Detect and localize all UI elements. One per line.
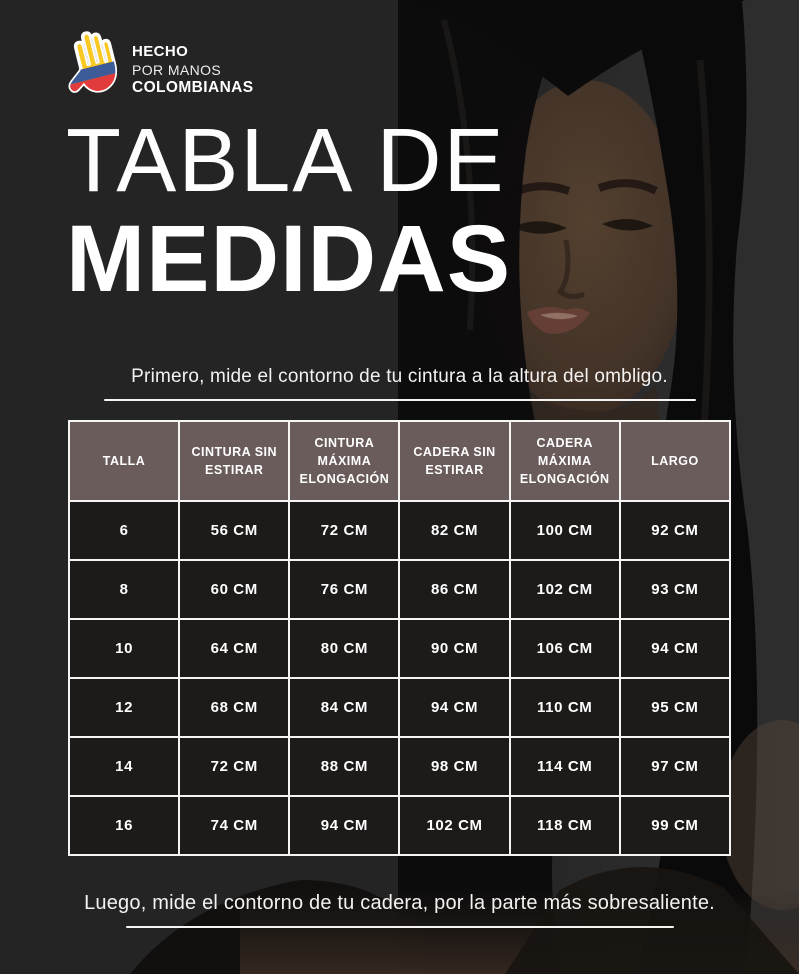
title-line2: MEDIDAS — [66, 206, 512, 312]
column-header: CADERA MÁXIMA ELONGACIÓN — [510, 421, 620, 501]
measure-cell: 92 CM — [620, 501, 730, 560]
brand-wordmark — [132, 33, 254, 97]
measure-cell: 56 CM — [179, 501, 289, 560]
instruction-top — [0, 366, 799, 401]
size-cell: 8 — [69, 560, 179, 619]
column-header: CADERA SIN ESTIRAR — [399, 421, 509, 501]
measure-cell: 90 CM — [399, 619, 509, 678]
measure-cell: 80 CM — [289, 619, 399, 678]
instruction-bottom — [0, 892, 799, 928]
divider-line-top — [104, 399, 696, 401]
table-row — [69, 796, 730, 855]
measure-cell: 95 CM — [620, 678, 730, 737]
brand-line3: COLOMBIANAS — [132, 78, 254, 96]
measure-cell: 60 CM — [179, 560, 289, 619]
table-row — [69, 678, 730, 737]
size-cell: 10 — [69, 619, 179, 678]
page-title — [66, 111, 512, 312]
size-cell: 6 — [69, 501, 179, 560]
brand-hand-icon — [64, 30, 121, 101]
table-row — [69, 560, 730, 619]
size-table-head — [69, 421, 730, 501]
divider-line-bottom — [126, 926, 674, 928]
measure-cell: 94 CM — [289, 796, 399, 855]
measure-cell: 94 CM — [620, 619, 730, 678]
table-row — [69, 501, 730, 560]
column-header: TALLA — [69, 421, 179, 501]
measure-cell: 64 CM — [179, 619, 289, 678]
size-cell: 16 — [69, 796, 179, 855]
brand-line1: HECHO — [132, 43, 189, 61]
column-header: CINTURA MÁXIMA ELONGACIÓN — [289, 421, 399, 501]
measure-cell: 100 CM — [510, 501, 620, 560]
measure-cell: 84 CM — [289, 678, 399, 737]
column-header: CINTURA SIN ESTIRAR — [179, 421, 289, 501]
measure-cell: 88 CM — [289, 737, 399, 796]
title-line1: TABLA DE — [66, 111, 506, 211]
table-row — [69, 737, 730, 796]
measure-cell: 106 CM — [510, 619, 620, 678]
size-cell: 12 — [69, 678, 179, 737]
measure-cell: 82 CM — [399, 501, 509, 560]
table-row — [69, 619, 730, 678]
size-cell: 14 — [69, 737, 179, 796]
measure-cell: 94 CM — [399, 678, 509, 737]
column-header: LARGO — [620, 421, 730, 501]
measure-cell: 114 CM — [510, 737, 620, 796]
measure-cell: 93 CM — [620, 560, 730, 619]
measure-cell: 72 CM — [179, 737, 289, 796]
measure-cell: 74 CM — [179, 796, 289, 855]
measure-cell: 97 CM — [620, 737, 730, 796]
instruction-top-text: Primero, mide el contorno de tu cintura a la altura del ombligo. — [131, 366, 668, 387]
measure-cell: 110 CM — [510, 678, 620, 737]
size-table — [68, 420, 731, 856]
measure-cell: 99 CM — [620, 796, 730, 855]
measure-cell: 68 CM — [179, 678, 289, 737]
brand-line2: POR MANOS — [132, 61, 222, 78]
measure-cell: 102 CM — [510, 560, 620, 619]
instruction-bottom-text: Luego, mide el contorno de tu cadera, por la parte más sobresaliente. — [84, 892, 715, 914]
brand-logo — [64, 30, 254, 101]
measure-cell: 72 CM — [289, 501, 399, 560]
measure-cell: 118 CM — [510, 796, 620, 855]
measure-cell: 76 CM — [289, 560, 399, 619]
measure-cell: 102 CM — [399, 796, 509, 855]
size-table-body — [69, 501, 730, 855]
measure-cell: 86 CM — [399, 560, 509, 619]
header-row — [69, 421, 730, 501]
measure-cell: 98 CM — [399, 737, 509, 796]
